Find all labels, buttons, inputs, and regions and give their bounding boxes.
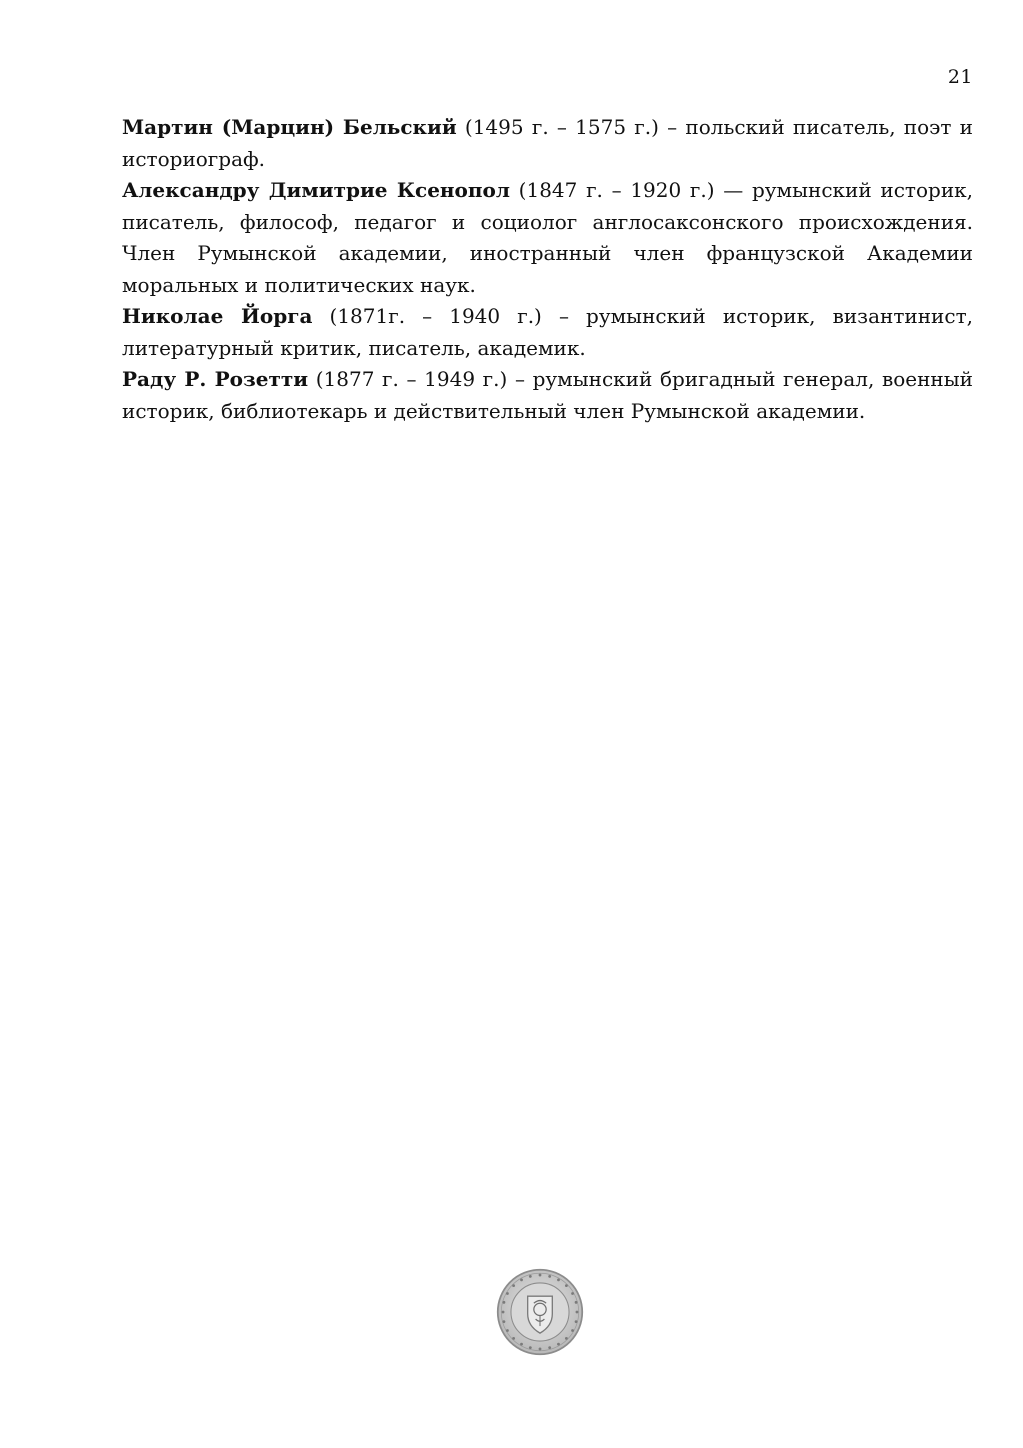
person-description: (1847 г. – 1920 г.) — румынский историк, писатель, философ, педагог и социолог англосаксонского происхождения. Член Румынской академии, иностранный член французской Академии моральных и политических наук. [122,178,974,297]
person-description: (1495 г. – 1575 г.) – польский писатель, поэт и историограф. [122,115,973,171]
biography-entry-xenopol [122,175,973,301]
person-name: Мартин (Марцин) Бельский [122,115,457,139]
biography-entry-belsky [122,112,973,175]
person-name: Николае Йорга [122,304,313,328]
person-description: (1871г. – 1940 г.) – румынский историк, византинист, литературный критик, писатель, академик. [122,304,973,360]
person-name: Александру Димитрие Ксенопол [122,178,510,202]
person-name: Раду Р. Розетти [122,367,309,391]
biography-notes [122,112,973,427]
person-description: (1877 г. – 1949 г.) – румынский бригадный генерал, военный историк, библиотекарь и действительный член Румынской академии. [122,367,973,423]
biography-entry-rosetti [122,364,973,427]
biography-entry-iorga [122,301,973,364]
page-number: 21 [947,66,973,88]
seal-emblem-icon [496,1268,584,1356]
